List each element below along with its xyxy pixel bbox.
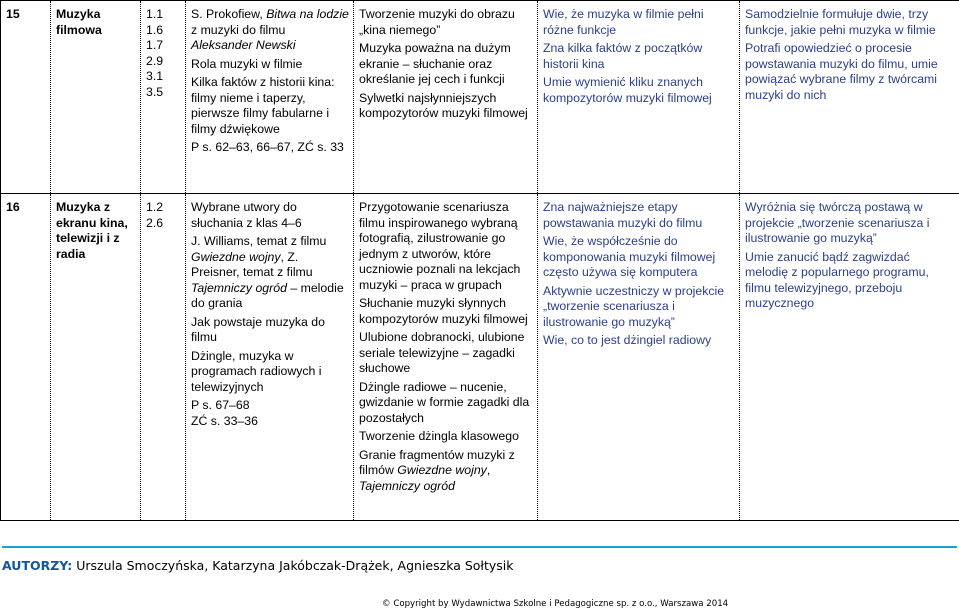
text: z muzyki do filmu	[191, 22, 286, 37]
code: 2.6	[146, 215, 164, 230]
page-reference: P s. 62–63, 66–67, ZĆ s. 33	[191, 140, 344, 154]
table-row	[1, 1, 959, 194]
film-title: Gwiezdne wojny	[191, 249, 281, 264]
activities-cell	[354, 1, 538, 194]
outcome: Umie zanucić bądź zagwizdać melodię z popularnego programu, filmu telewizyjnego, przeboju muzycznego	[745, 249, 929, 310]
code: 1.1	[146, 7, 164, 21]
activity	[359, 448, 533, 495]
film-title: Tajemniczy ogród	[191, 280, 287, 295]
code: 3.1	[146, 69, 164, 83]
lesson-topic: Muzyka filmowa	[51, 1, 141, 194]
extended-outcomes-cell	[740, 1, 959, 194]
lesson-number: 15	[1, 1, 51, 194]
content-cell	[186, 1, 354, 194]
outcome: Zna kilka faktów z początków historii kina	[543, 41, 703, 71]
activities-cell	[354, 194, 538, 521]
footer-separator	[2, 546, 957, 548]
code: 2.9	[146, 53, 164, 68]
code: 1.2	[146, 200, 164, 214]
work-title: Bitwa na lodzie	[266, 7, 349, 21]
activity: Tworzenie muzyki do obrazu „kina niemego”	[359, 7, 515, 37]
outcome: Wie, co to jest dżingiel radiowy	[543, 333, 712, 347]
outcome: Wyróżnia się twórczą postawą w projekcie „tworzenie scenariusza i ilustrowanie go muzyką”	[745, 200, 930, 245]
content-paragraph: Rola muzyki w filmie	[191, 56, 303, 71]
activity: Przygotowanie scenariusza filmu inspirowanego wybraną fotografią, zilustrowanie go jednym z utworów, które uczniowie poznali na lekcjach muzyki – praca w grupach	[359, 200, 521, 292]
basic-outcomes-cell	[538, 1, 740, 194]
copyright-notice: © Copyright by Wydawnictwa Szkolne i Pedagogiczne sp. z o.o., Warszawa 2014	[382, 599, 729, 609]
text: – melodie do grania	[191, 280, 344, 310]
activity: Muzyka poważna na dużym ekranie – słuchanie oraz określanie jej cech i funkcji	[359, 41, 511, 86]
content-paragraph	[191, 7, 349, 54]
content-paragraph: Jak powstaje muzyka do filmu	[191, 314, 325, 344]
activity: Dżingle radiowe – nucenie, gwizdanie w formie zagadki dla pozostałych	[359, 379, 530, 425]
outcome: Wie, że muzyka w filmie pełni różne funkcje	[543, 7, 704, 37]
authors-label: AUTORZY:	[2, 558, 73, 573]
outcome: Umie wymienić kliku znanych kompozytorów muzyki filmowej	[543, 75, 712, 105]
extended-outcomes-cell	[740, 194, 959, 521]
film-title: Gwiezdne wojny	[397, 463, 487, 477]
film-title: Tajemniczy ogród	[359, 478, 455, 493]
content-cell	[186, 194, 354, 521]
page-reference: ZĆ s. 33–36	[191, 413, 258, 428]
lesson-number: 16	[1, 194, 51, 521]
activity: Słuchanie muzyki słynnych kompozytorów muzyki filmowej	[359, 296, 528, 326]
text: ,	[486, 463, 491, 477]
content-paragraph	[191, 234, 349, 312]
text: S. Prokofiew,	[191, 7, 267, 21]
outcome: Samodzielnie formułuje dwie, trzy funkcje, jakie pełni muzyka w filmie	[745, 7, 936, 37]
authors-names: Urszula Smoczyńska, Katarzyna Jakóbczak-Drążek, Agnieszka Sołtysik	[72, 558, 514, 573]
outcome: Aktywnie uczestniczy w projekcie „tworzenie scenariusza i ilustrowanie go muzyką”	[543, 283, 725, 329]
code: 1.6	[146, 22, 164, 37]
table-row	[1, 194, 959, 521]
outcome: Zna najważniejsze etapy powstawania muzyki do filmu	[543, 200, 703, 230]
lesson-topic: Muzyka z ekranu kina, telewizji i z radia	[51, 194, 141, 521]
outcome: Wie, że współcześnie do komponowania muzyki filmowej często używa się komputera	[543, 234, 716, 279]
activity: Ulubione dobranocki, ulubione seriale telewizyjne – zagadki słuchowe	[359, 330, 525, 375]
text: , Z. Preisner, temat z filmu	[191, 249, 313, 279]
page-reference: P s. 67–68	[191, 398, 250, 412]
curriculum-codes	[141, 1, 186, 194]
code: 1.7	[146, 38, 164, 52]
basic-outcomes-cell	[538, 194, 740, 521]
content-paragraph: Wybrane utwory do słuchania z klas 4–6	[191, 200, 302, 230]
outcome: Potrafi opowiedzieć o procesie powstawania muzyki do filmu, umie powiązać wybrane filmy z twórcami muzyki do nich	[745, 41, 938, 102]
activity: Sylwetki najsłynniejszych kompozytorów muzyki filmowej	[359, 90, 528, 120]
activity: Tworzenie dżingla klasowego	[359, 429, 519, 443]
text: Granie fragmentów muzyki z filmów	[359, 447, 515, 477]
text: J. Williams, temat z filmu	[191, 234, 327, 248]
curriculum-codes	[141, 194, 186, 521]
authors-line	[2, 558, 514, 573]
content-paragraph: Dżingle, muzyka w programach radiowych i telewizyjnych	[191, 348, 322, 394]
content-paragraph: Kilka faktów z historii kina: filmy nieme i taperzy, pierwsze filmy fabularne i filmy dźwiękowe	[191, 75, 335, 136]
code: 3.5	[146, 84, 164, 99]
film-title: Aleksander Newski	[191, 38, 296, 52]
